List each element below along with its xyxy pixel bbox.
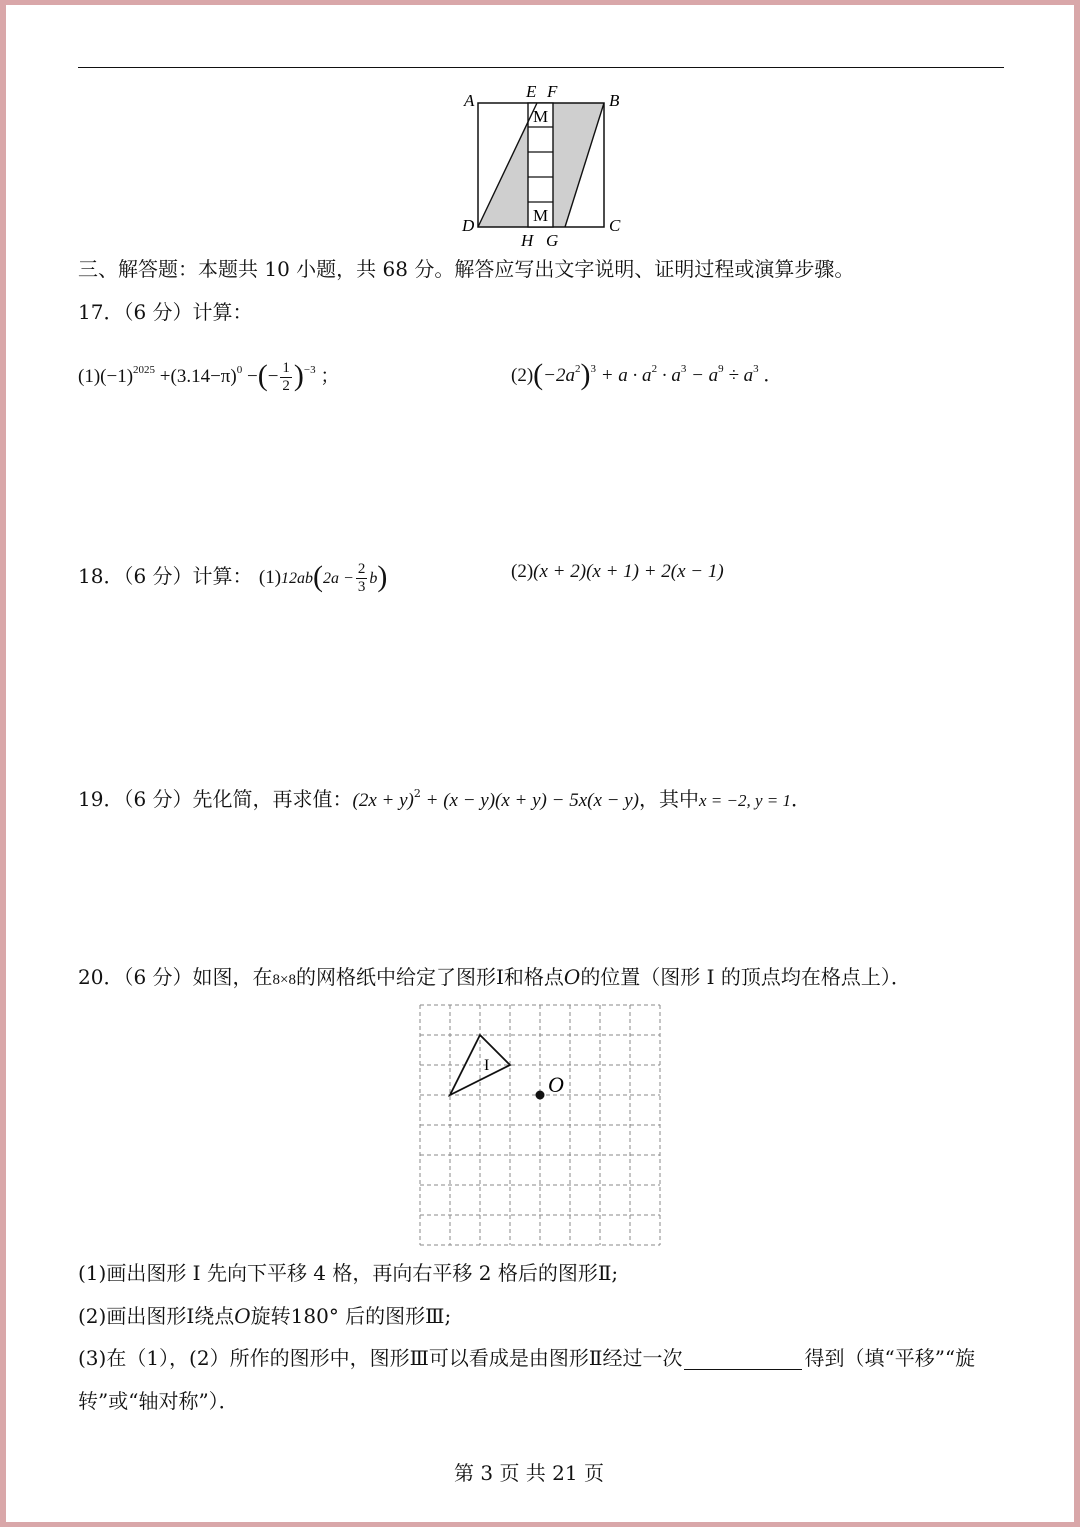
label-c: C: [609, 216, 621, 235]
dashed-grid: [420, 1005, 660, 1245]
section-heading: 三、解答题：本题共 10 小题，共 68 分。解答应写出文字说明、证明过程或演算步骤。: [78, 257, 855, 281]
point-o: [536, 1091, 545, 1100]
q20-item3: (3)在（1），(2）所作的图形中，图形Ⅲ可以看成是由图形Ⅱ经过一次 得到（填“平移”“旋: [78, 1346, 976, 1370]
header-rule: [78, 67, 1004, 68]
q17-part1: $(1)(-1)^{2025} +(3.14-\pi)^0$ −(− $\frac{1}{2}$ )$^{-3}$ ；: [78, 358, 340, 394]
q19-stem: 19．（6 分）先化简，再求值：$(2x + y)^2 + (x - y)(x + y) - 5x(x - y)$，其中x = −2, y = 1．: [78, 787, 811, 811]
q20-item3-cont: 转”或“轴对称”）．: [78, 1389, 239, 1413]
label-m-bottom: M: [532, 206, 549, 225]
answer-blank[interactable]: [684, 1349, 802, 1370]
label-b: B: [609, 91, 620, 110]
exam-page: [6, 5, 1074, 1522]
label-g: G: [546, 231, 559, 250]
page-footer: 第 3 页 共 21 页: [454, 1461, 604, 1485]
label-f: F: [547, 82, 558, 101]
label-m-top: M: [532, 107, 549, 126]
label-d: D: [462, 216, 475, 235]
q20-item2: (2)画出图形Ⅰ绕点O旋转180° 后的图形Ⅲ;: [78, 1304, 452, 1328]
rectangle-figure: [446, 75, 646, 255]
q17-part2: $(2)(-2a^2)^3 + a \cdot a^2 \cdot a^3 - a^9 \div a^3$ ．: [511, 358, 783, 391]
label-h: H: [521, 231, 534, 250]
label-a: A: [464, 91, 475, 110]
figure-one-label: I: [484, 1057, 490, 1074]
q18-part2: (2)(x + 2)(x + 1) + 2(x − 1): [511, 561, 724, 582]
q20-item1: (1)画出图形 I 先向下平移 4 格，再向右平移 2 格后的图形Ⅱ;: [78, 1261, 619, 1285]
q17-stem: 17．（6 分）计算：: [78, 300, 253, 324]
q20-stem: 20．（6 分）如图，在8×8的网格纸中给定了图形Ⅰ和格点O的位置（图形 I 的顶点均在格点上）．: [78, 965, 911, 989]
grid-figure: [414, 1000, 674, 1250]
q18-stem: 18．（6 分）计算： (1)12ab(2a − $\frac{2}{3}$ b): [78, 559, 388, 595]
point-o-label: O: [548, 1072, 564, 1097]
label-e: E: [526, 82, 537, 101]
